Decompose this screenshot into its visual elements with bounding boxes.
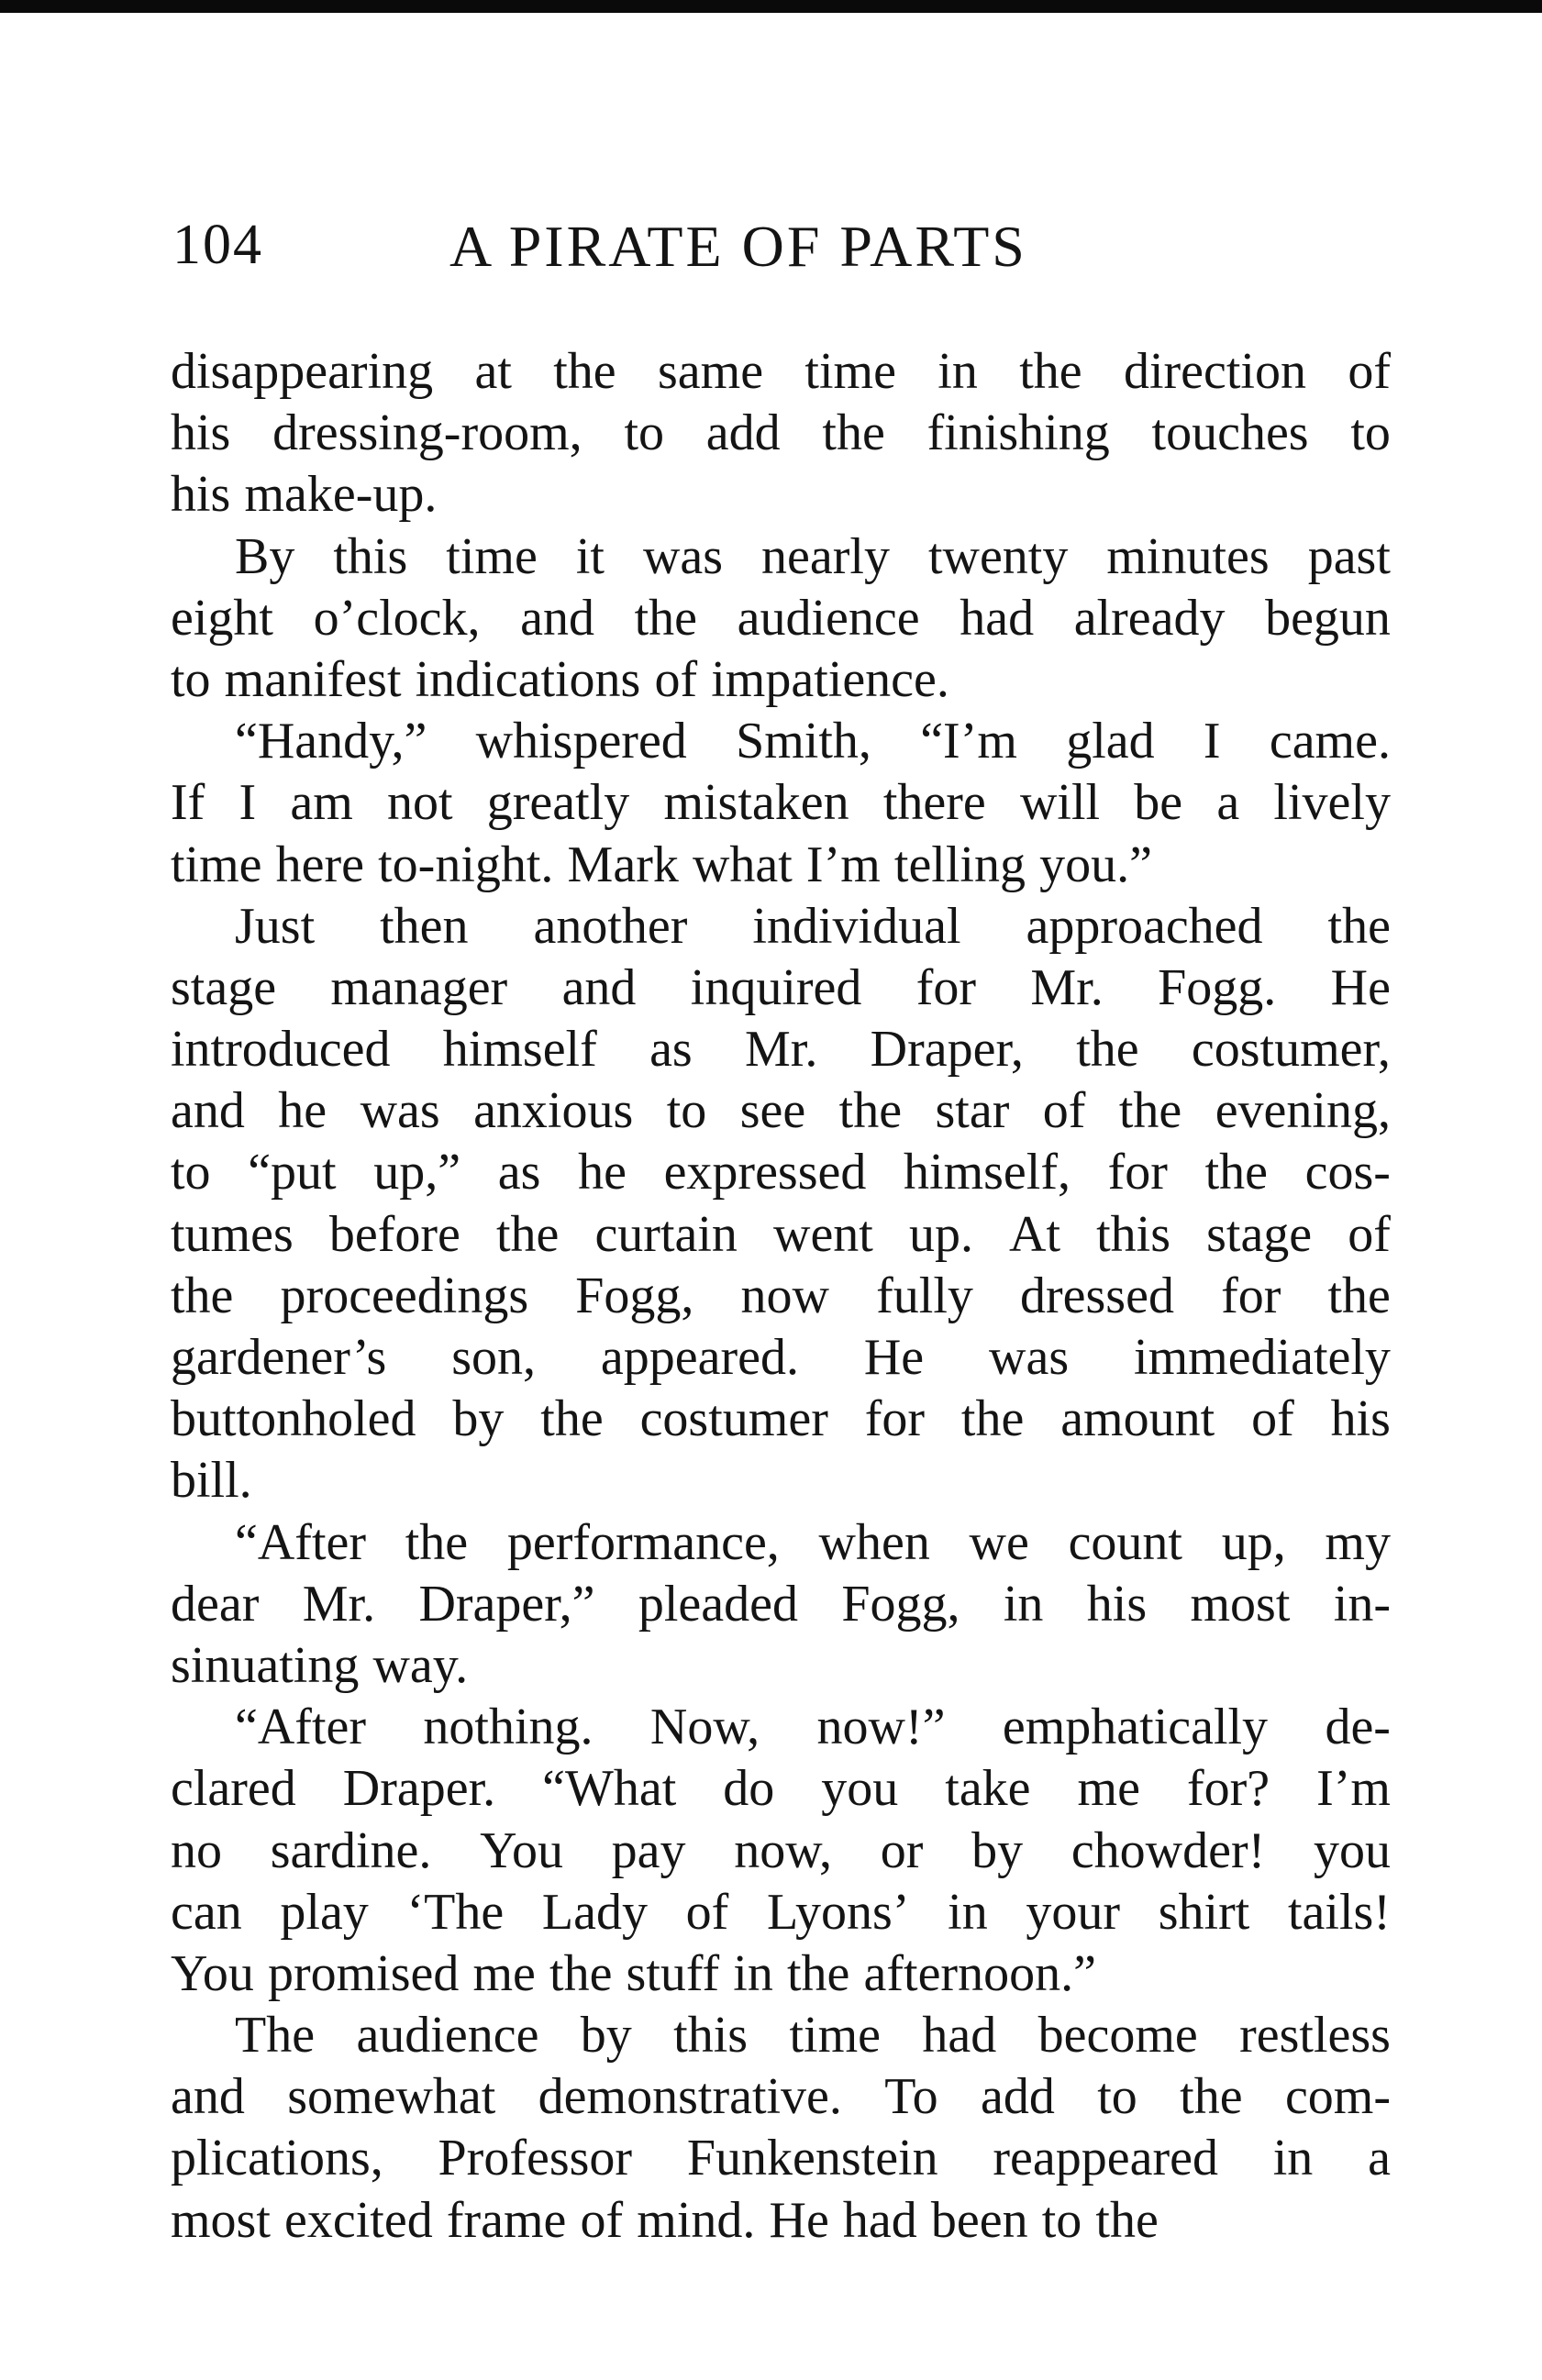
page-header xyxy=(172,213,1392,286)
text-line: disappearing at the same time in the direction of xyxy=(171,343,1391,400)
text-line: buttonholed by the costumer for the amount of his xyxy=(171,1390,1391,1448)
text-line: “Handy,” whispered Smith, “I’m glad I came. xyxy=(235,713,1391,770)
text-line: sinuating way. xyxy=(171,1636,469,1694)
text-line: stage manager and inquired for Mr. Fogg. He xyxy=(171,958,1391,1016)
text-line: The audience by this time had become restless xyxy=(235,2007,1391,2065)
text-line: most excited frame of mind. He had been to the xyxy=(171,2191,1159,2249)
text-line: no sardine. You pay now, or by chowder! you xyxy=(171,1821,1391,1879)
text-line: to “put up,” as he expressed himself, for the cos- xyxy=(171,1144,1391,1201)
text-line: You promised me the stuff in the afternoon.” xyxy=(171,1944,1096,2002)
paragraph xyxy=(171,2005,1391,2252)
text-line: time here to-night. Mark what I’m telling you.” xyxy=(171,836,1152,893)
paragraph xyxy=(171,1697,1391,2005)
running-title: A PIRATE OF PARTS xyxy=(449,214,1027,279)
text-line: can play ‘The Lady of Lyons’ in your shirt tails! xyxy=(171,1883,1391,1941)
text-line: plications, Professor Funkenstein reappeared in a xyxy=(171,2130,1391,2187)
text-line: and somewhat demonstrative. To add to the com- xyxy=(171,2068,1391,2126)
text-line: introduced himself as Mr. Draper, the costumer, xyxy=(171,1021,1391,1079)
text-line: “After the performance, when we count up, my xyxy=(235,1513,1391,1571)
paragraph xyxy=(171,341,1391,526)
paragraph xyxy=(171,1512,1391,1698)
text-line: clared Draper. “What do you take me for? I’m xyxy=(171,1760,1391,1818)
text-line: his dressing-room, to add the finishing touches to xyxy=(171,404,1391,462)
text-line: By this time it was nearly twenty minutes past xyxy=(235,527,1391,585)
body-text xyxy=(171,341,1391,2252)
text-line: dear Mr. Draper,” pleaded Fogg, in his most in- xyxy=(171,1575,1391,1633)
paragraph xyxy=(171,526,1391,712)
paragraph xyxy=(171,896,1391,1512)
text-line: and he was anxious to see the star of the evening, xyxy=(171,1082,1391,1140)
top-border-rule xyxy=(0,0,1542,13)
paragraph xyxy=(171,711,1391,896)
text-line: “After nothing. Now, now!” emphatically de- xyxy=(235,1699,1391,1756)
text-line: to manifest indications of impatience. xyxy=(171,650,949,708)
text-line: If I am not greatly mistaken there will be a lively xyxy=(171,774,1391,832)
text-line: bill. xyxy=(171,1452,252,1510)
text-line: the proceedings Fogg, now fully dressed for the xyxy=(171,1267,1391,1324)
text-line: tumes before the curtain went up. At this stage of xyxy=(171,1205,1391,1263)
text-line: gardener’s son, appeared. He was immediately xyxy=(171,1329,1391,1386)
page-number: 104 xyxy=(172,214,263,276)
text-line: Just then another individual approached the xyxy=(235,897,1391,955)
text-line: eight o’clock, and the audience had already begun xyxy=(171,589,1391,647)
text-line: his make-up. xyxy=(171,466,438,524)
